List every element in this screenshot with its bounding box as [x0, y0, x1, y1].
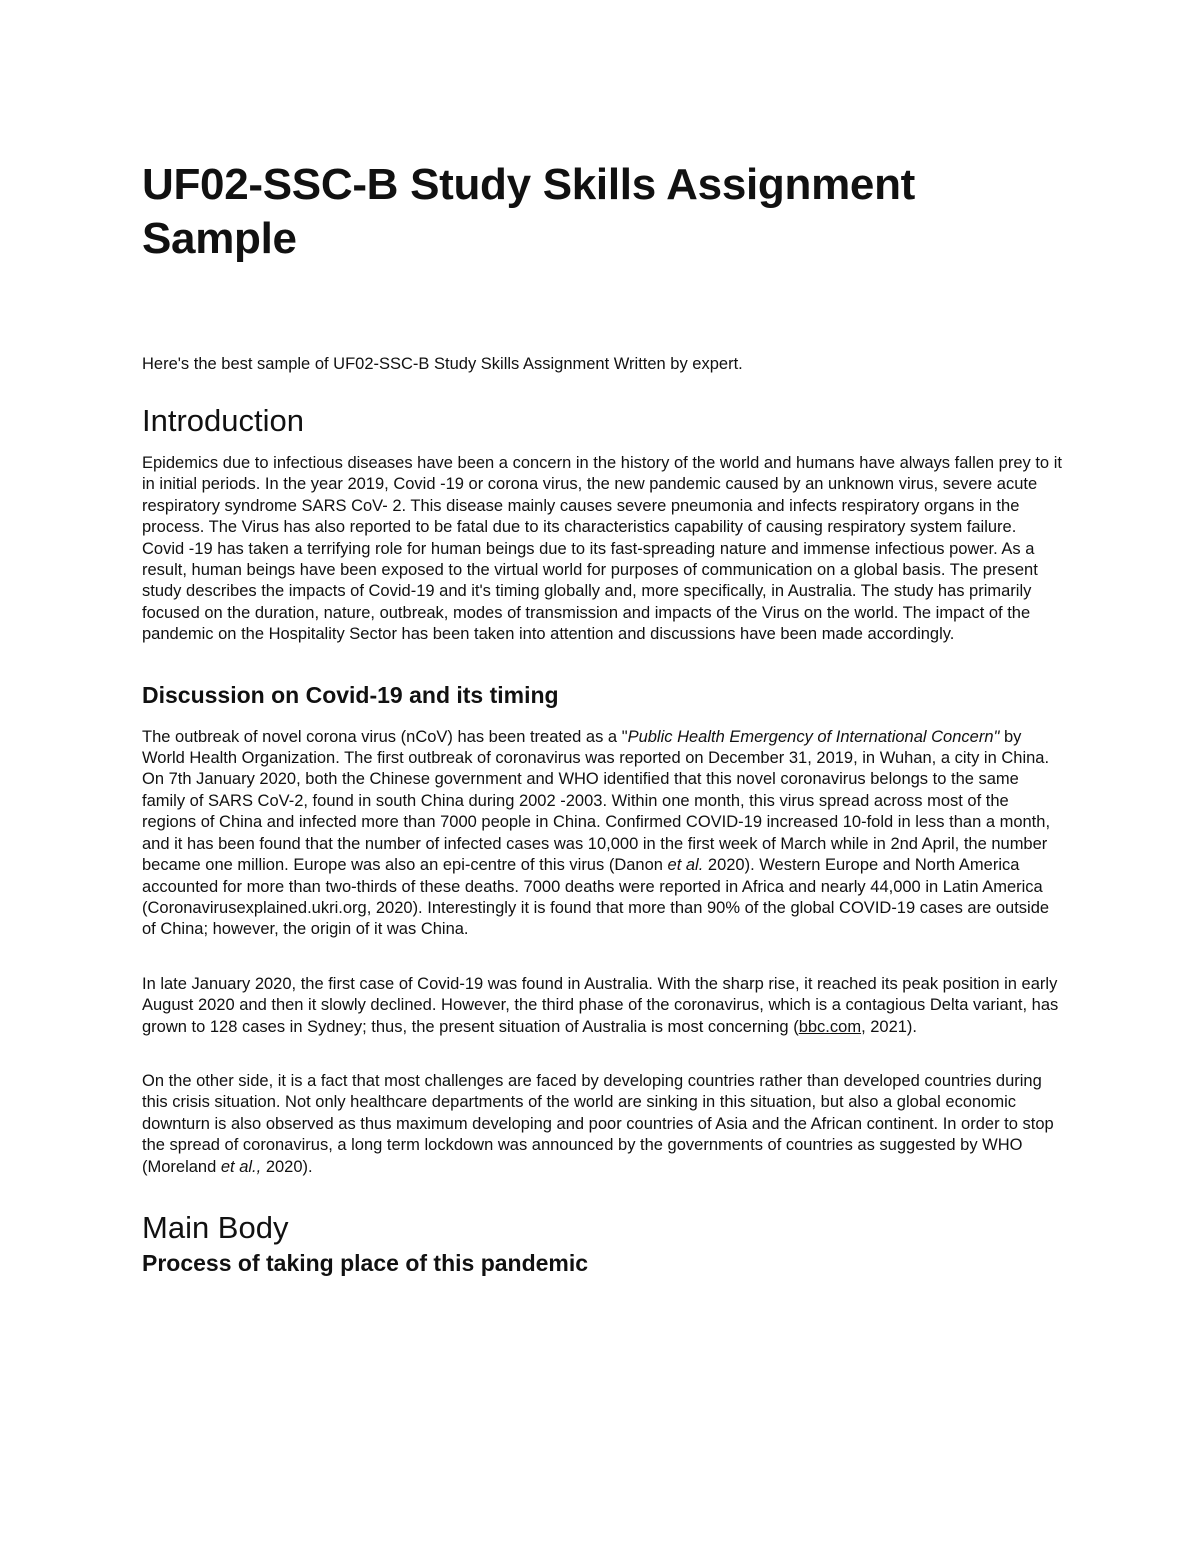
emphasis-text: Public Health Emergency of International Concern"	[627, 727, 1000, 746]
text-run: , 2021).	[861, 1017, 918, 1036]
discussion-paragraph-1	[142, 727, 1062, 941]
discussion-heading: Discussion on Covid-19 and its timing	[142, 681, 559, 708]
document-content	[142, 158, 1062, 1278]
bbc-link[interactable]: bbc.com	[798, 1017, 862, 1036]
main-body-heading: Main Body	[142, 1209, 289, 1245]
document-title: UF02-SSC-B Study Skills Assignment Sample	[142, 160, 915, 263]
process-subheading: Process of taking place of this pandemic	[142, 1249, 589, 1276]
emphasis-text: et al.	[667, 856, 704, 875]
text-run: In late January 2020, the first case of Covid-19 was found in Australia. With the sharp rise, it reached its peak position in early August 2020 and then it slowly declined. However, the third phase of the coronavirus, which is a contagious Delta variant, has grown to 128 cases in Sydney; thus, the present situation of Australia is most concerning (	[142, 974, 1059, 1036]
text-run: The outbreak of novel corona virus (nCoV) has been treated as a "	[142, 727, 628, 746]
introduction-heading: Introduction	[142, 403, 304, 438]
text-run: 2020).	[261, 1157, 313, 1176]
introduction-paragraph: Epidemics due to infectious diseases have been a concern in the history of the world and humans have always fallen prey to it in initial periods. In the year 2019, Covid -19 or corona virus, the new pandemic caused by an unknown virus, severe acute respiratory syndrome SARS CoV- 2. This disease mainly causes severe pneumonia and infects respiratory organs in the process. The Virus has also reported to be fatal due to its characteristics capability of causing respiratory system failure. Covid -19 has taken a terrifying role for human beings due to its fast-spreading nature and immense infectious power. As a result, human beings have been exposed to the virtual world for purposes of communication on a global basis. The present study describes the impacts of Covid-19 and it's timing globally and, more specifically, in Australia. The study has primarily focused on the duration, nature, outbreak, modes of transmission and impacts of the Virus on the world. The impact of the pandemic on the Hospitality Sector has been taken into attention and discussions have been made accordingly.	[142, 454, 1062, 644]
discussion-paragraph-2	[142, 974, 1062, 1038]
emphasis-text: et al.,	[220, 1157, 262, 1176]
discussion-paragraph-3	[142, 1071, 1062, 1178]
document-subtitle: Here's the best sample of UF02-SSC-B Study Skills Assignment Written by expert.	[142, 355, 743, 373]
text-run: 2020). Western Europe and North America accounted for more than two-thirds of these deaths. 7000 deaths were reported in Africa and nearly 44,000 in Latin America (Coronavirusexplained.ukri.org, 2020). Interestingly it is found that more than 90% of the global COVID-19 cases are outside of China; however, the origin of it was China.	[142, 856, 1050, 939]
text-run: On the other side, it is a fact that most challenges are faced by developing countries rather than developed countries during this crisis situation. Not only healthcare departments of the world are sinking in this situation, but also a global economic downturn is also observed as thus maximum developing and poor countries of Asia and the African continent. In order to stop the spread of coronavirus, a long term lockdown was announced by the governments of countries as suggested by WHO (Moreland	[142, 1071, 1054, 1176]
text-run: by World Health Organization. The first outbreak of coronavirus was reported on December 31, 2019, in Wuhan, a city in China. On 7th January 2020, both the Chinese government and WHO identified that this novel coronavirus belongs to the same family of SARS CoV-2, found in south China during 2002 -2003. Within one month, this virus spread across most of the regions of China and infected more than 7000 people in China. Confirmed COVID-19 increased 10-fold in less than a month, and it has been found that the number of infected cases was 10,000 in the first week of March while in 2nd April, the number became one million. Europe was also an epi-centre of this virus (Danon	[142, 727, 1051, 875]
